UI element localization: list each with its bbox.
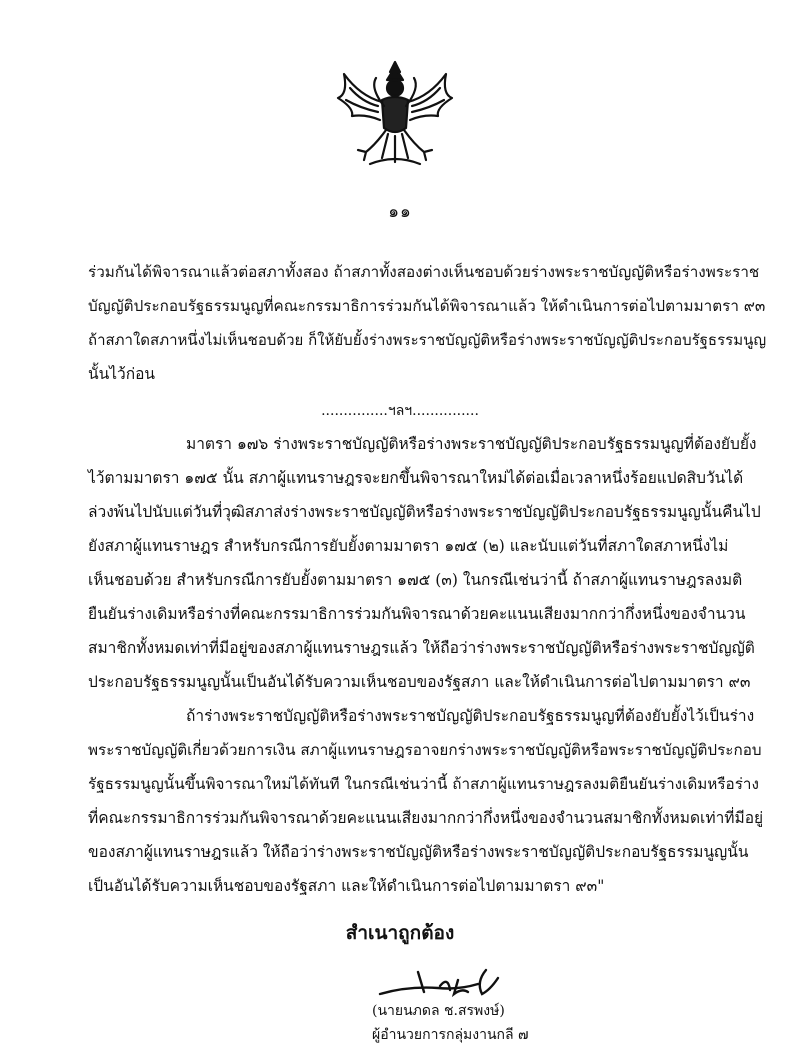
handwritten-signature [378,964,528,1004]
text-line: ล่วงพ้นไปนับแต่วันที่วุฒิสภาส่งร่างพระราชบัญญัติหรือร่างพระราชบัญญัติประกอบรัฐธรรมนูญนั้นคืนไป [88,503,761,521]
text-line: มาตรา ๑๗๖ ร่างพระราชบัญญัติหรือร่างพระราชบัญญัติประกอบรัฐธรรมนูญที่ต้องยับยั้ง [186,435,757,453]
text-line: ไว้ตามมาตรา ๑๗๕ นั้น สภาผู้แทนราษฎรจะยกขึ้นพิจารณาใหม่ได้ต่อเมื่อเวลาหนึ่งร้อยแปดสิบวันได้ [88,469,744,487]
text-line: ประกอบรัฐธรรมนูญนั้นเป็นอันได้รับความเห็นชอบของรัฐสภา และให้ดำเนินการต่อไปตามมาตรา ๙๓ [88,673,751,691]
text-line: ร่วมกันได้พิจารณาแล้วต่อสภาทั้งสอง ถ้าสภาทั้งสองต่างเห็นชอบด้วยร่างพระราชบัญญัติหรือร่างพระราช [88,263,760,281]
text-line: รัฐธรรมนูญนั้นขึ้นพิจารณาใหม่ได้ทันที ในกรณีเช่นว่านี้ ถ้าสภาผู้แทนราษฎรลงมติยืนยันร่างเดิมหรือร่าง [88,775,759,793]
text-line: เห็นชอบด้วย สำหรับกรณีการยับยั้งตามมาตรา ๑๗๕ (๓) ในกรณีเช่นว่านี้ ถ้าสภาผู้แทนราษฎรลงมติ [88,571,743,589]
text-line: พระราชบัญญัติเกี่ยวด้วยการเงิน สภาผู้แทนราษฎรอาจยกร่างพระราชบัญญัติหรือพระราชบัญญัติประกอบ [88,741,762,759]
signer-name: (นายนภดล ช.สรพงษ์) [372,1003,505,1019]
text-line: ที่คณะกรรมาธิการร่วมกันพิจารณาด้วยคะแนนเสียงมากกว่ากึ่งหนึ่งของจำนวนสมาชิกทั้งหมดเท่าที่มีอยู่ [88,809,764,827]
text-line: นั้นไว้ก่อน [88,365,155,383]
text-line: ยังสภาผู้แทนราษฎร สำหรับกรณีการยับยั้งตามมาตรา ๑๗๕ (๒) และนับแต่วันที่สภาใดสภาหนึ่งไม่ [88,537,729,555]
garuda-emblem [330,58,460,178]
text-line: สมาชิกทั้งหมดเท่าที่มีอยู่ของสภาผู้แทนราษฎรแล้ว ให้ถือว่าร่างพระราชบัญญัติหรือร่างพระราชบัญญัติ [88,639,755,657]
text-line: เป็นอันได้รับความเห็นชอบของรัฐสภา และให้ดำเนินการต่อไปตามมาตรา ๙๓" [88,877,605,895]
text-line: บัญญัติประกอบรัฐธรรมนูญที่คณะกรรมาธิการร่วมกันได้พิจารณาแล้ว ให้ดำเนินการต่อไปตามมาตรา ๙๓ [88,297,766,315]
text-line: ของสภาผู้แทนราษฎรแล้ว ให้ถือว่าร่างพระราชบัญญัติหรือร่างพระราชบัญญัติประกอบรัฐธรรมนูญนั้น [88,843,749,861]
text-line: ถ้าร่างพระราชบัญญัติหรือร่างพระราชบัญญัติประกอบรัฐธรรมนูญที่ต้องยับยั้งไว้เป็นร่าง [186,707,755,725]
text-line: ยืนยันร่างเดิมหรือร่างที่คณะกรรมาธิการร่วมกันพิจารณาด้วยคะแนนเสียงมากกว่ากึ่งหนึ่งของจำนวน [88,605,746,623]
text-line: ถ้าสภาใดสภาหนึ่งไม่เห็นชอบด้วย ก็ให้ยับยั้งร่างพระราชบัญญัติหรือร่างพระราชบัญญัติประกอบรัฐธรรมนูญ [88,331,767,349]
page-number: ๑๑ [388,202,412,222]
signer-position: ผู้อำนวยการกลุ่มงานกลี ๗ [372,1027,529,1043]
certified-copy-label: สำเนาถูกต้อง [345,922,455,944]
omission-marker: ...............ฯลฯ............... [321,403,479,419]
